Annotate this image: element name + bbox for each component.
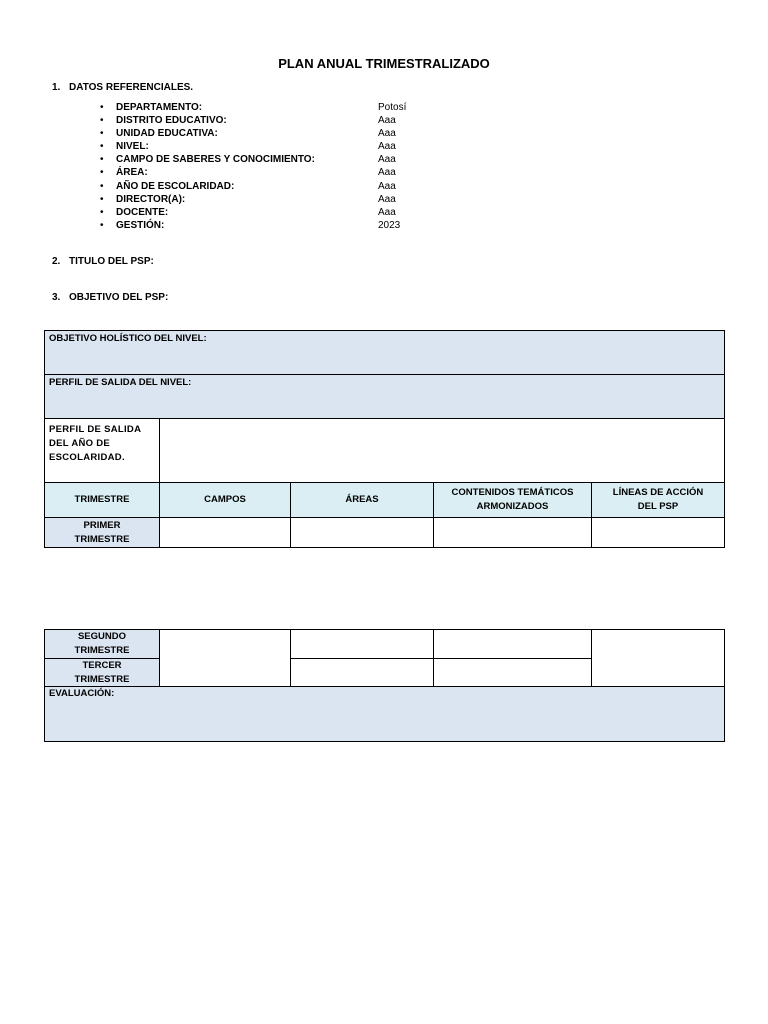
primer-lineas-cell[interactable]: [591, 517, 725, 548]
datos-label: UNIDAD EDUCATIVA:: [116, 128, 218, 140]
objetivo-holistico-label: OBJETIVO HOLÍSTICO DEL NIVEL:: [49, 333, 207, 344]
section-3-number: 3.: [52, 292, 61, 303]
datos-value: Aaa: [378, 167, 396, 179]
evaluacion-cell[interactable]: [44, 686, 725, 742]
datos-label: ÁREA:: [116, 167, 148, 179]
header-lineas: [591, 482, 725, 518]
primer-contenidos-cell[interactable]: [433, 517, 592, 548]
section-3-label: OBJETIVO DEL PSP:: [69, 292, 169, 303]
datos-label: DOCENTE:: [116, 206, 169, 218]
header-lineas-label: LÍNEAS DE ACCIÓN DEL PSP: [612, 487, 704, 512]
datos-value: Potosí: [378, 102, 407, 113]
primer-trimestre-label: PRIMER TRIMESTRE: [74, 519, 130, 545]
datos-value: 2023: [378, 219, 401, 231]
segundo-contenidos-cell[interactable]: [433, 629, 592, 659]
tercer-areas-cell[interactable]: [290, 658, 434, 687]
perfil-salida-nivel-label: PERFIL DE SALIDA DEL NIVEL:: [49, 377, 192, 388]
segundo-tercer-campos-cell[interactable]: [159, 629, 291, 687]
perfil-salida-anio-cell: [44, 418, 160, 483]
perfil-salida-anio-label: PERFIL DE SALIDA DEL AÑO DE ESCOLARIDAD.: [49, 424, 141, 463]
datos-label: AÑO DE ESCOLARIDAD:: [116, 180, 235, 192]
header-campos: [159, 482, 291, 518]
section-3-heading: [52, 292, 168, 303]
bullet-icon: •: [100, 206, 104, 218]
primer-areas-cell[interactable]: [290, 517, 434, 548]
header-areas: [290, 482, 434, 518]
section-1-heading: [52, 82, 193, 93]
datos-label: DIRECTOR(A):: [116, 193, 186, 205]
tercer-trimestre-label: TERCER TRIMESTRE: [74, 659, 130, 685]
objetivo-holistico-cell[interactable]: [44, 330, 725, 375]
header-contenidos: [433, 482, 592, 518]
perfil-salida-nivel-cell[interactable]: [44, 374, 725, 419]
datos-value: Aaa: [378, 128, 396, 140]
primer-trimestre-cell: [44, 517, 160, 548]
segundo-tercer-lineas-cell[interactable]: [591, 629, 725, 687]
datos-label: GESTIÓN:: [116, 219, 165, 231]
datos-value: Aaa: [378, 180, 396, 192]
header-trimestre-label: TRIMESTRE: [74, 494, 130, 505]
section-1-number: 1.: [52, 82, 61, 93]
bullet-icon: •: [100, 167, 104, 179]
datos-value: Aaa: [378, 206, 396, 218]
section-2-number: 2.: [52, 256, 61, 267]
datos-label: CAMPO DE SABERES Y CONOCIMIENTO:: [116, 154, 315, 166]
segundo-areas-cell[interactable]: [290, 629, 434, 659]
segundo-trimestre-cell: [44, 629, 160, 659]
section-2-heading: [52, 256, 154, 267]
section-2-label: TITULO DEL PSP:: [69, 256, 154, 267]
header-trimestre: [44, 482, 160, 518]
perfil-salida-anio-value[interactable]: [159, 418, 725, 483]
bullet-icon: •: [100, 180, 104, 192]
datos-label: NIVEL:: [116, 141, 149, 153]
bullet-icon: •: [100, 141, 104, 153]
header-contenidos-label: CONTENIDOS TEMÁTICOS ARMONIZADOS: [451, 487, 574, 512]
document-title: PLAN ANUAL TRIMESTRALIZADO: [278, 56, 490, 71]
bullet-icon: •: [100, 102, 104, 113]
bullet-icon: •: [100, 115, 104, 127]
bullet-icon: •: [100, 193, 104, 205]
datos-value: Aaa: [378, 115, 396, 127]
header-areas-label: ÁREAS: [345, 494, 379, 505]
datos-value: Aaa: [378, 193, 396, 205]
primer-campos-cell[interactable]: [159, 517, 291, 548]
datos-value: Aaa: [378, 154, 396, 166]
segundo-trimestre-label: SEGUNDO TRIMESTRE: [74, 631, 130, 656]
datos-label: DEPARTAMENTO:: [116, 102, 203, 113]
bullet-icon: •: [100, 154, 104, 166]
datos-value: Aaa: [378, 141, 396, 153]
bullet-icon: •: [100, 219, 104, 231]
tercer-contenidos-cell[interactable]: [433, 658, 592, 687]
evaluacion-label: EVALUACIÓN:: [49, 688, 115, 699]
section-1-label: DATOS REFERENCIALES.: [69, 82, 194, 93]
datos-label: DISTRITO EDUCATIVO:: [116, 115, 227, 127]
header-campos-label: CAMPOS: [204, 494, 246, 505]
tercer-trimestre-cell: [44, 658, 160, 687]
bullet-icon: •: [100, 128, 104, 140]
